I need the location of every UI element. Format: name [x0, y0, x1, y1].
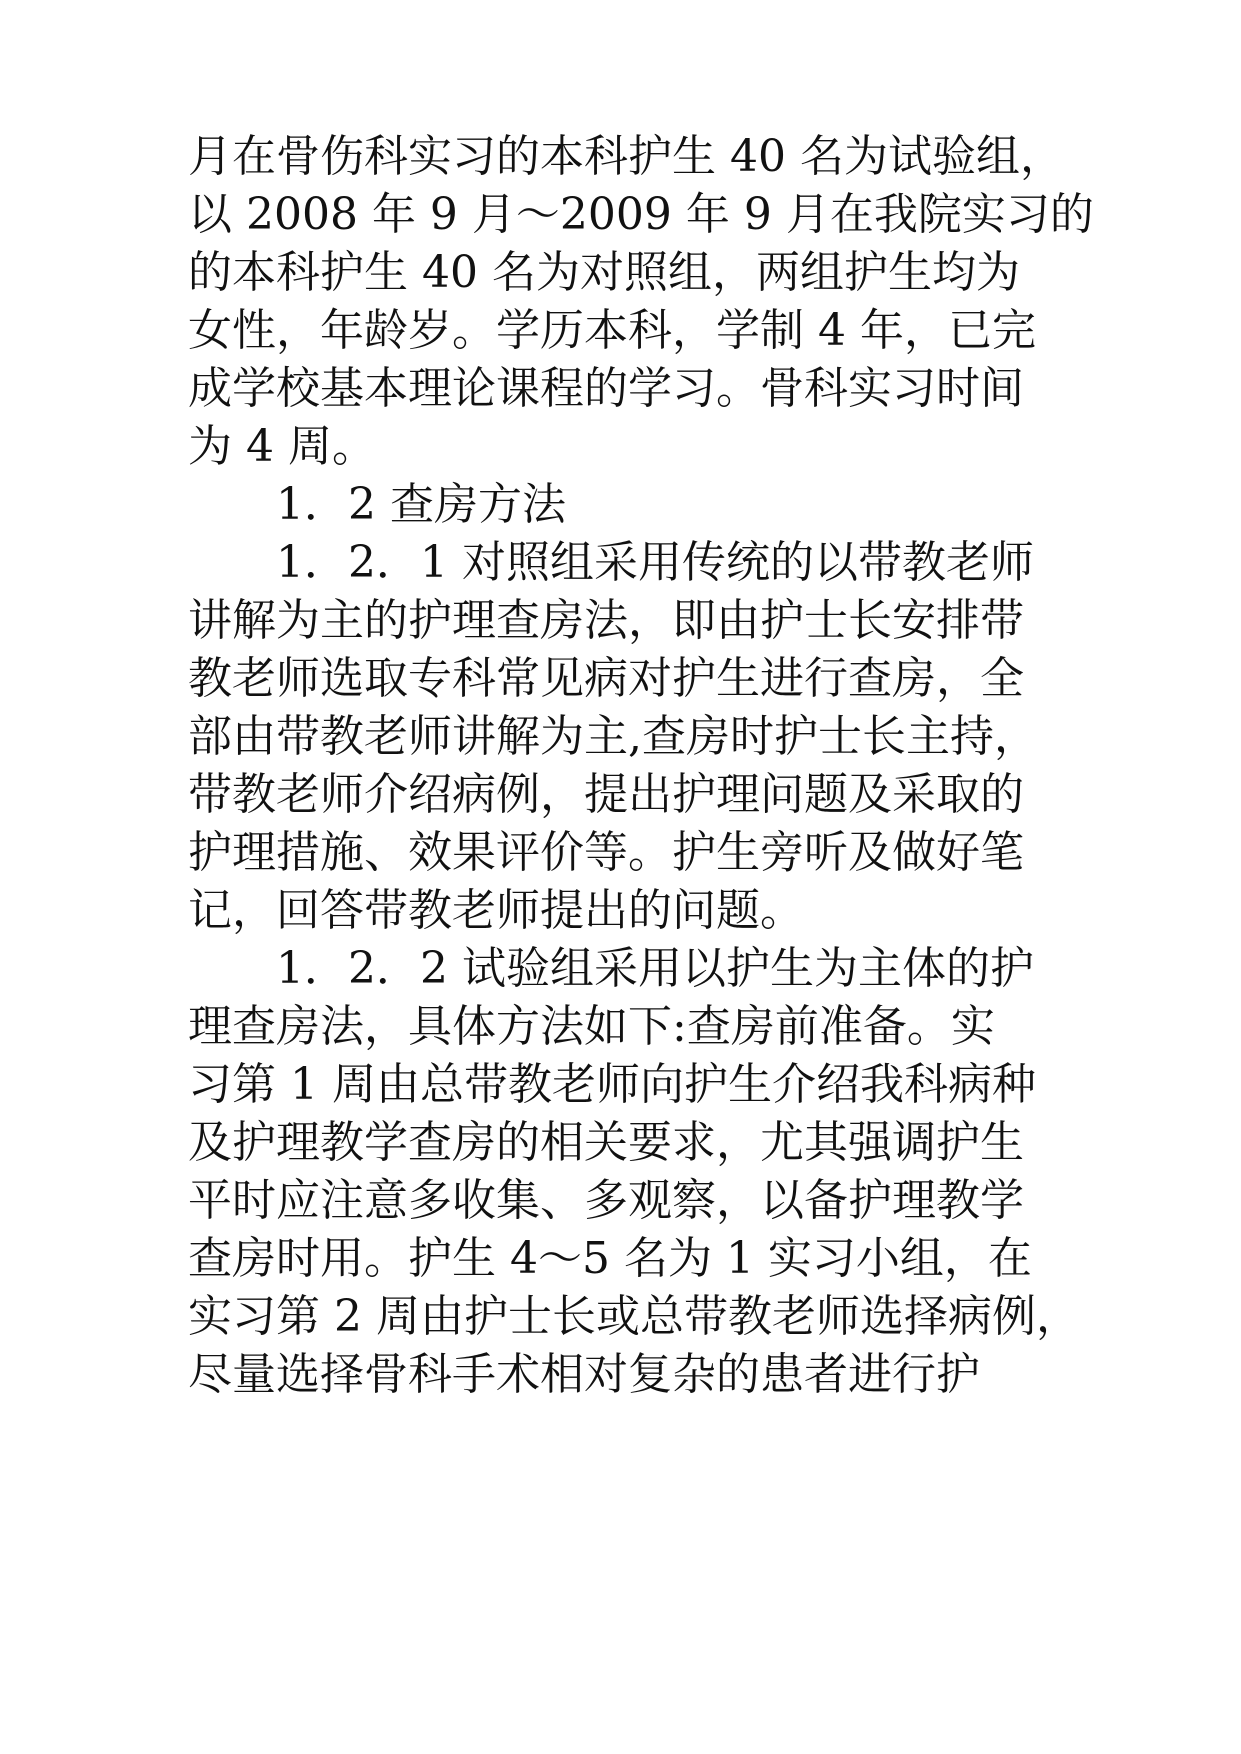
text-line: 尽量选择骨科手术相对复杂的患者进行护 — [188, 1349, 980, 1400]
text-line: 成学校基本理论课程的学习。骨科实习时间 — [188, 363, 1024, 414]
text-line: 女性，年龄岁。学历本科，学制 4 年，已完 — [188, 305, 1036, 356]
text-line: 教老师选取专科常见病对护生进行查房，全 — [188, 653, 1024, 704]
text-line: 为 4 周。 — [188, 421, 376, 472]
text-line: 实习第 2 周由护士长或总带教老师选择病例， — [188, 1291, 1080, 1342]
text-line: 及护理教学查房的相关要求，尤其强调护生 — [188, 1117, 1024, 1168]
subsection-line: 1．2．1 对照组采用传统的以带教老师 — [276, 537, 1034, 588]
text-line: 习第 1 周由总带教老师向护生介绍我科病种 — [188, 1059, 1036, 1110]
body-text — [188, 128, 1094, 1404]
subsection-line: 1．2．2 试验组采用以护生为主体的护 — [276, 943, 1034, 994]
text-line: 部由带教老师讲解为主,查房时护士长主持， — [188, 711, 1038, 762]
text-line: 以 2008 年 9 月～2009 年 9 月在我院实习的 — [188, 189, 1094, 240]
text-line: 护理措施、效果评价等。护生旁听及做好笔 — [188, 827, 1024, 878]
text-line: 平时应注意多收集、多观察，以备护理教学 — [188, 1175, 1024, 1226]
text-line: 带教老师介绍病例，提出护理问题及采取的 — [188, 769, 1024, 820]
text-line: 理查房法，具体方法如下:查房前准备。实 — [188, 1001, 995, 1052]
text-line: 月在骨伤科实习的本科护生 40 名为试验组， — [188, 131, 1064, 182]
section-heading: 1．2 查房方法 — [276, 479, 566, 530]
text-line: 的本科护生 40 名为对照组，两组护生均为 — [188, 247, 1020, 298]
text-line: 记，回答带教老师提出的问题。 — [188, 885, 804, 936]
text-line: 查房时用。护生 4～5 名为 1 实习小组，在 — [188, 1233, 1032, 1284]
text-line: 讲解为主的护理查房法，即由护士长安排带 — [188, 595, 1024, 646]
